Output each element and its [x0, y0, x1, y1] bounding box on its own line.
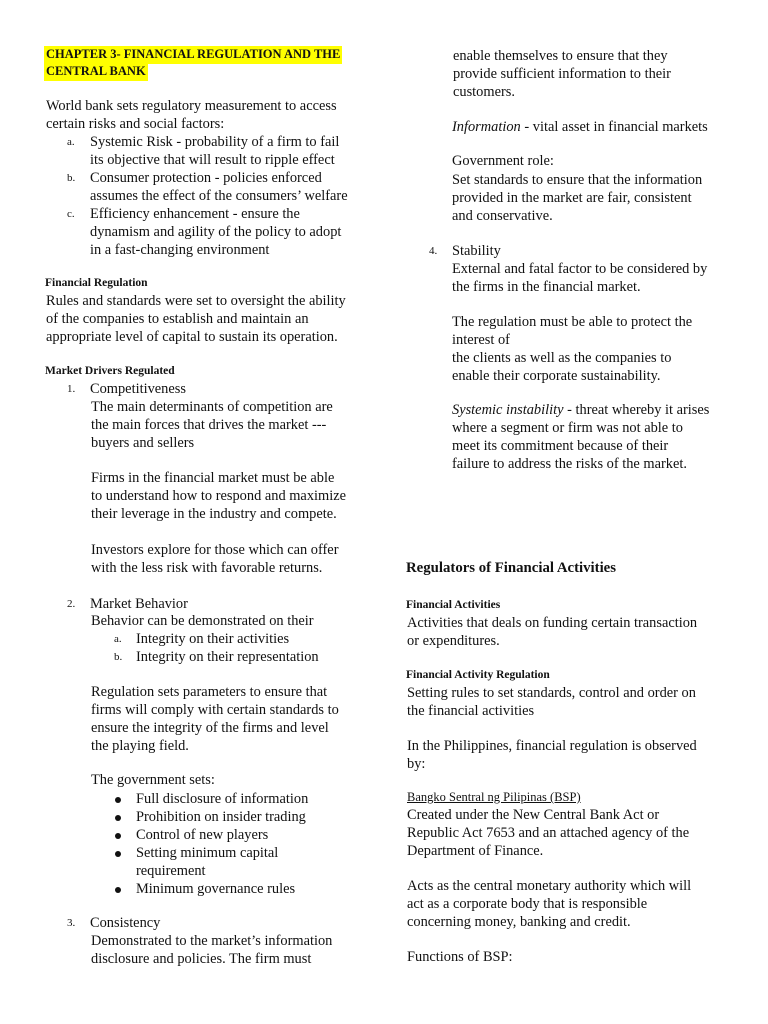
government-role-label: Government role: — [452, 153, 554, 169]
driver-1-text: Firms in the financial market must be able — [91, 470, 335, 486]
driver-2-text: ensure the integrity of the firms and level — [91, 720, 329, 736]
government-role-text: provided in the market are fair, consistent — [452, 190, 692, 206]
financial-regulation-heading: Financial Regulation — [45, 277, 148, 289]
financial-activity-regulation-heading: Financial Activity Regulation — [406, 669, 550, 681]
chapter-title-line-1: CHAPTER 3- FINANCIAL REGULATION AND THE — [44, 46, 342, 64]
risk-marker-c: c. — [67, 208, 75, 220]
driver-2-sub-a: Integrity on their activities — [136, 631, 290, 647]
driver-3-text: disclosure and policies. The firm must — [91, 951, 312, 967]
intro-line-1: World bank sets regulatory measurement to access — [46, 98, 337, 114]
driver-1-text: to understand how to respond and maximize — [91, 488, 346, 504]
driver-1-text: their leverage in the industry and compete. — [91, 506, 337, 522]
bullet-dot — [115, 833, 121, 839]
government-role-text: and conservative. — [452, 208, 553, 224]
driver-3-text: Demonstrated to the market’s information — [91, 933, 333, 949]
driver-4-text: the clients as well as the companies to — [452, 350, 672, 366]
driver-3-marker: 3. — [67, 917, 76, 929]
systemic-instability-text: meet its commitment because of their — [452, 438, 669, 454]
government-sets-label: The government sets: — [91, 772, 215, 788]
gov-item: Setting minimum capital — [136, 845, 279, 861]
driver-1-marker: 1. — [67, 383, 76, 395]
financial-activities-heading: Financial Activities — [406, 599, 501, 611]
risk-c-line-1: Efficiency enhancement - ensure the — [90, 206, 300, 222]
driver-4-text: interest of — [452, 332, 510, 348]
risk-marker-a: a. — [67, 136, 75, 148]
bsp-text: Department of Finance. — [407, 843, 544, 859]
bsp-text: concerning money, banking and credit. — [407, 914, 631, 930]
driver-1-text: buyers and sellers — [91, 435, 195, 451]
bsp-text: Acts as the central monetary authority which will — [407, 878, 692, 894]
gov-item: Minimum governance rules — [136, 881, 296, 897]
fin-reg-line: appropriate level of capital to sustain its operation. — [46, 329, 338, 345]
regulators-heading: Regulators of Financial Activities — [406, 560, 617, 576]
gov-item-continuation: requirement — [136, 863, 206, 879]
driver-2-sub-marker-a: a. — [114, 633, 122, 645]
gov-item: Prohibition on insider trading — [136, 809, 306, 825]
driver-3-title: Consistency — [90, 915, 161, 931]
risk-c-line-3: in a fast-changing environment — [90, 242, 270, 258]
driver-2-intro: Behavior can be demonstrated on their — [91, 613, 314, 629]
bsp-heading: Bangko Sentral ng Pilipinas (BSP) — [407, 790, 581, 804]
driver-1-title: Competitiveness — [90, 381, 186, 397]
information-term: Information — [452, 119, 521, 135]
driver-2-sub-marker-b: b. — [114, 651, 123, 663]
gov-item: Full disclosure of information — [136, 791, 309, 807]
bullet-dot — [115, 887, 121, 893]
driver-2-marker: 2. — [67, 598, 76, 610]
financial-activity-regulation-text: Setting rules to set standards, control and order on — [407, 685, 696, 701]
driver-2-text: Regulation sets parameters to ensure that — [91, 684, 328, 700]
driver-1-text: with the less risk with favorable returns. — [91, 560, 323, 576]
continued-text: customers. — [453, 84, 515, 100]
risk-a-line-1: Systemic Risk - probability of a firm to fail — [90, 134, 340, 150]
risk-b-line-1: Consumer protection - policies enforced — [90, 170, 322, 186]
systemic-instability-text: where a segment or firm was not able to — [452, 420, 683, 436]
driver-4-text: enable their corporate sustainability. — [452, 368, 661, 384]
risk-b-line-2: assumes the effect of the consumers’ welfare — [90, 188, 348, 204]
philippines-text: by: — [407, 756, 426, 772]
market-drivers-heading: Market Drivers Regulated — [45, 365, 175, 377]
philippines-text: In the Philippines, financial regulation is observed — [407, 738, 697, 754]
bullet-dot — [115, 797, 121, 803]
risk-c-line-2: dynamism and agility of the policy to adopt — [90, 224, 342, 240]
systemic-instability-text: failure to address the risks of the market. — [452, 456, 687, 472]
information-desc: - vital asset in financial markets — [520, 119, 708, 135]
driver-4-text: External and fatal factor to be considered by — [452, 261, 708, 277]
risk-a-line-2: its objective that will result to ripple effect — [90, 152, 335, 168]
driver-1-text: The main determinants of competition are — [91, 399, 333, 415]
intro-line-2: certain risks and social factors: — [46, 116, 225, 132]
financial-activity-regulation-text: the financial activities — [407, 703, 535, 719]
driver-2-text: the playing field. — [91, 738, 189, 754]
continued-text: enable themselves to ensure that they — [453, 48, 668, 64]
bsp-text: Republic Act 7653 and an attached agency of the — [407, 825, 690, 841]
driver-1-text: Investors explore for those which can offer — [91, 542, 339, 558]
government-role-text: Set standards to ensure that the information — [452, 172, 703, 188]
systemic-instability-term: Systemic instability — [452, 402, 564, 418]
systemic-instability-desc: - threat whereby it arises — [563, 402, 710, 418]
driver-4-title: Stability — [452, 243, 501, 259]
chapter-title-line-2: CENTRAL BANK — [44, 63, 148, 81]
bsp-text: Created under the New Central Bank Act or — [407, 807, 660, 823]
systemic-instability-definition — [452, 402, 709, 420]
functions-label: Functions of BSP: — [407, 949, 513, 965]
driver-1-text: the main forces that drives the market --- — [91, 417, 327, 433]
fin-reg-line: of the companies to establish and maintain an — [46, 311, 309, 327]
bullet-dot — [115, 851, 121, 857]
driver-4-text: The regulation must be able to protect the — [452, 314, 693, 330]
financial-activities-text: or expenditures. — [407, 633, 500, 649]
risk-marker-b: b. — [67, 172, 76, 184]
continued-text: provide sufficient information to their — [453, 66, 671, 82]
bullet-dot — [115, 815, 121, 821]
gov-item: Control of new players — [136, 827, 269, 843]
driver-4-marker: 4. — [429, 245, 438, 257]
bsp-text: act as a corporate body that is responsible — [407, 896, 648, 912]
financial-activities-text: Activities that deals on funding certain transaction — [407, 615, 698, 631]
information-definition — [452, 119, 708, 137]
fin-reg-line: Rules and standards were set to oversight the ability — [46, 293, 346, 309]
driver-2-sub-b: Integrity on their representation — [136, 649, 319, 665]
driver-2-title: Market Behavior — [90, 596, 188, 612]
driver-2-text: firms will comply with certain standards to — [91, 702, 339, 718]
driver-4-text: the firms in the financial market. — [452, 279, 641, 295]
